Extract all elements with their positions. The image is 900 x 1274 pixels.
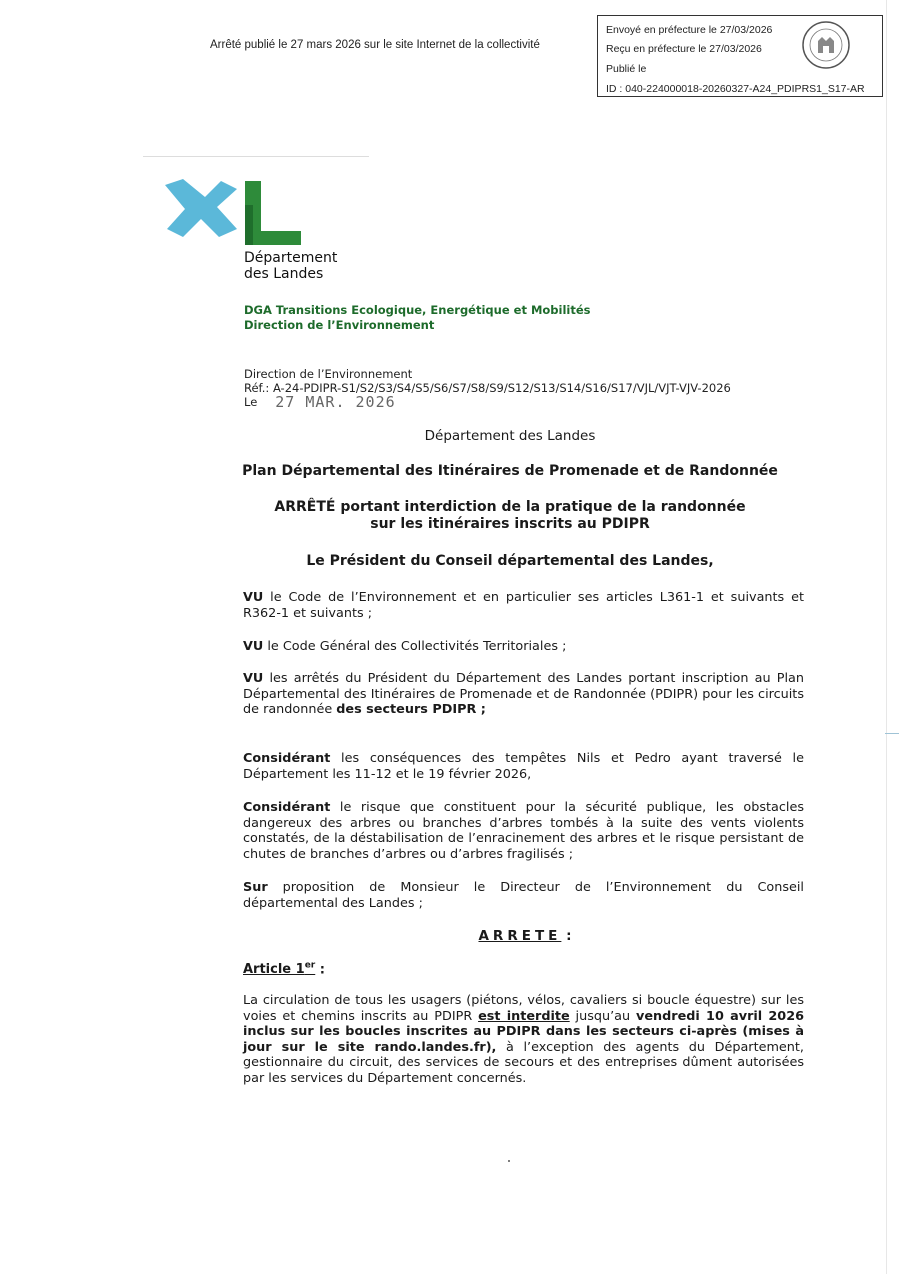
reference-block <box>244 368 731 410</box>
ref-date <box>244 395 731 410</box>
logo-line-1: Département <box>244 250 338 266</box>
considerant-text: les conséquences des tempêtes Nils et Pedro ayant traversé le Département les 11-12 et le 19 février 2026, <box>243 751 804 782</box>
heading-president: Le Président du Conseil départemental des Landes, <box>306 553 714 569</box>
ref-direction: Direction de l’Environnement <box>244 367 413 381</box>
dga-line: DGA Transitions Ecologique, Energétique et Mobilités <box>244 303 591 317</box>
heading-arrete <box>180 499 840 533</box>
logo-line-2: des Landes <box>244 266 324 282</box>
article-1-paragraph <box>243 993 804 1086</box>
article-text: jusqu’au <box>569 1008 636 1024</box>
visa-lead: VU <box>243 590 264 605</box>
prefecture-seal-icon <box>800 19 852 71</box>
departement-landes-logo <box>165 175 305 247</box>
proposition-paragraph <box>243 880 804 911</box>
visa-text: les arrêtés du Président du Département des Landes portant inscription au Plan Départemental des Itinéraires de Promenade et de Randonnée (PDIPR) pour les circuits de randonnée <box>243 671 804 717</box>
stamp-sent: Envoyé en préfecture le 27/03/2026 <box>606 24 773 36</box>
proposition-lead: Sur <box>243 880 268 895</box>
considerant-text: le risque que constituent pour la sécurité publique, les obstacles dangereux des arbres ou branches d’arbres tombés à la suite des vents violents constatés, de la déstabilisation de l’enracinement des arbres et le risque persistant de chutes de branches d’arbres ou d’arbres fragilisés ; <box>243 800 804 862</box>
visa-lead: VU <box>243 671 264 686</box>
visa-lead: VU <box>243 639 264 654</box>
visa-paragraph <box>243 671 804 718</box>
heading-arrete-line-2: sur les itinéraires inscrits au PDIPR <box>370 516 650 532</box>
visa-text: le Code Général des Collectivités Territoriales ; <box>263 639 567 654</box>
visa-bold-tail: des secteurs PDIPR ; <box>336 702 486 717</box>
arrete-title <box>400 928 650 944</box>
considerant-lead: Considérant <box>243 751 331 766</box>
article-label: Article 1 <box>243 962 305 978</box>
service-block <box>244 303 590 333</box>
visa-text: le Code de l’Environnement et en particulier ses articles L361-1 et suivants et R362-1 et suivants ; <box>243 590 804 621</box>
considerant-paragraph <box>243 800 804 862</box>
considerant-paragraph <box>243 751 804 782</box>
article-period: vendredi 10 avril 2026 inclus sur les boucles inscrites au PDIPR dans les secteurs ci-après (mises à jour sur le site rando.landes.fr), <box>243 1008 805 1055</box>
header-rule <box>143 156 369 157</box>
stamp-id: ID : 040-224000018-20260327-A24_PDIPRS1_S17-AR <box>606 83 865 95</box>
scan-edge <box>886 0 887 1274</box>
article-prohibition: est interdite <box>478 1008 570 1024</box>
ref-number: Réf.: A-24-PDIPR-S1/S2/S3/S4/S5/S6/S7/S8/S9/S12/S13/S14/S16/S17/VJL/VJT-VJV-2026 <box>244 380 731 395</box>
logo-text <box>244 250 337 282</box>
arrete-title-colon: : <box>561 928 572 944</box>
proposition-text: proposition de Monsieur le Directeur de l’Environnement du Conseil départemental des Landes ; <box>243 880 804 911</box>
visa-paragraph <box>243 639 804 655</box>
article-text: à l’exception des agents du Département, gestionnaire du circuit, des services de secours et des entreprises dûment autorisées par les services du Département concernés. <box>243 1039 804 1086</box>
heading-plan: Plan Départemental des Itinéraires de Promenade et de Randonnée <box>242 463 778 479</box>
article-sup: er <box>304 961 316 971</box>
stamp-published: Publié le <box>606 63 647 75</box>
article-1-heading <box>243 961 325 977</box>
visa-paragraph <box>243 590 804 621</box>
scan-dot <box>508 1160 510 1162</box>
date-label: Le <box>244 395 258 409</box>
heading-arrete-line-1: ARRÊTÉ portant interdiction de la pratique de la randonnée <box>274 499 746 515</box>
scan-mark <box>885 733 899 734</box>
article-colon: : <box>315 962 325 978</box>
article-text: La circulation de tous les usagers (piétons, vélos, cavaliers si boucle équestre) sur les voies et chemins inscrits au PDIPR <box>243 993 804 1024</box>
stamp-received: Reçu en préfecture le 27/03/2026 <box>606 43 762 55</box>
prefecture-stamp <box>597 15 883 97</box>
publication-notice: Arrêté publié le 27 mars 2026 sur le site Internet de la collectivité <box>210 39 540 51</box>
heading-department: Département des Landes <box>424 428 596 444</box>
date-stamp: 27 MAR. 2026 <box>275 393 396 411</box>
arrete-title-text: ARRETE <box>478 928 562 944</box>
direction-line: Direction de l’Environnement <box>244 318 435 332</box>
considerant-lead: Considérant <box>243 800 331 815</box>
